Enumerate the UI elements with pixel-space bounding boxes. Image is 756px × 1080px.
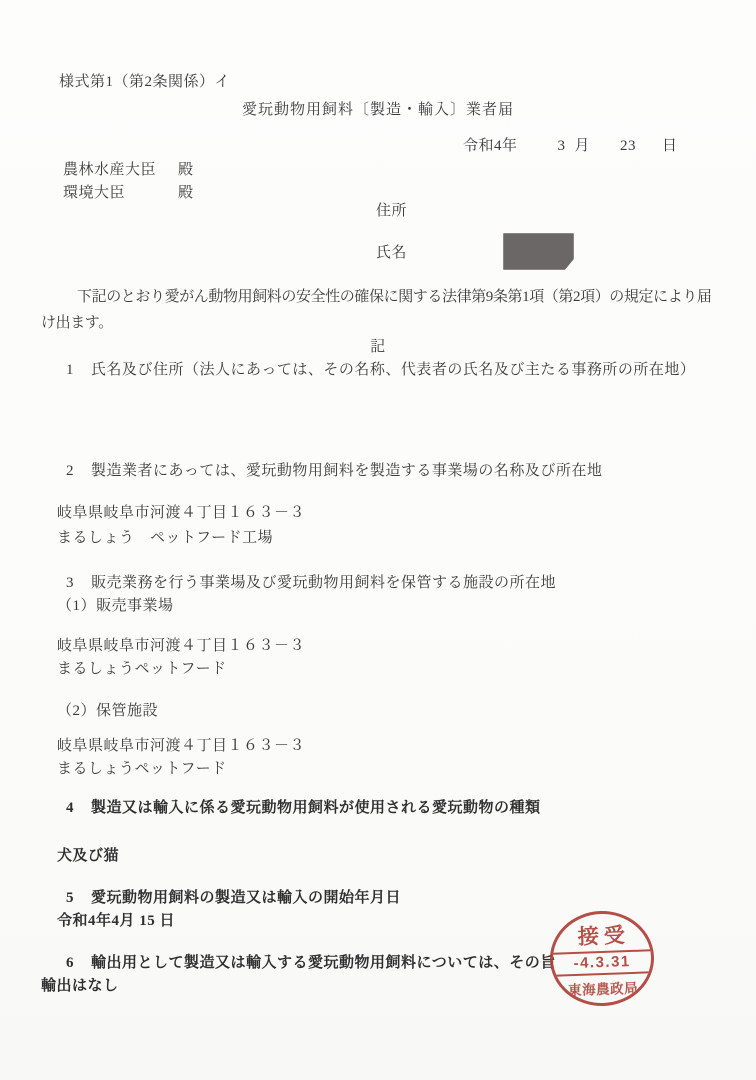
addressee-minister-agriculture	[63, 161, 194, 179]
item-number: 6	[66, 955, 74, 971]
item-3-sub1-address: 岐阜県岐阜市河渡４丁目１６３－３	[57, 638, 306, 654]
document-title: 愛玩動物用飼料〔製造・輸入〕業者届	[241, 102, 514, 118]
item-1-heading	[66, 361, 695, 379]
item-3-sub2-address: 岐阜県岐阜市河渡４丁目１６３－３	[57, 738, 306, 754]
form-code: 様式第1（第2条関係）イ	[59, 74, 231, 90]
item-heading-text: 販売業務を行う事業場及び愛玩動物用飼料を保管する施設の所在地	[91, 575, 557, 591]
month-value: 3	[557, 138, 566, 154]
name-label: 氏名	[376, 245, 408, 261]
item-4-heading	[66, 799, 541, 817]
item-heading-text: 氏名及び住所（法人にあっては、その名称、代表者の氏名及び主たる事務所の所在地）	[91, 362, 696, 378]
item-heading-text: 輸出用として製造又は輸入する愛玩動物用飼料については、その旨	[91, 955, 556, 971]
addressee-minister-environment	[63, 184, 194, 202]
stamp-office-name: 東海農政局	[567, 980, 639, 998]
item-number: 1	[66, 362, 74, 378]
item-3-sub2-name: まるしょうペットフード	[57, 761, 227, 777]
item-4-value: 犬及び猫	[57, 848, 120, 864]
item-heading-text: 愛玩動物用飼料の製造又は輸入の開始年月日	[91, 890, 402, 906]
submission-date-line	[463, 137, 678, 155]
record-marker: 記	[370, 339, 386, 355]
item-number: 5	[66, 890, 74, 906]
day-value: 23	[620, 138, 637, 154]
item-6-value: 輸出はなし	[41, 978, 119, 994]
item-heading-text: 製造又は輸入に係る愛玩動物用飼料が使用される愛玩動物の種類	[91, 800, 541, 816]
reception-stamp	[548, 909, 655, 1008]
intro-paragraph-line2: け出ます。	[41, 315, 113, 331]
item-5-value: 令和4年4月 15 日	[57, 913, 176, 929]
item-2-address: 岐阜県岐阜市河渡４丁目１６３－３	[57, 505, 306, 521]
address-label: 住所	[376, 203, 408, 219]
item-number: 2	[66, 463, 74, 479]
stamp-date: -4.3.31	[553, 949, 652, 976]
addressee-name: 農林水産大臣	[63, 162, 157, 178]
item-number: 3	[66, 575, 74, 591]
addressee-name: 環境大臣	[63, 185, 126, 201]
item-6-heading	[66, 954, 556, 972]
item-2-heading	[66, 462, 602, 480]
honorific: 殿	[178, 162, 194, 178]
item-number: 4	[66, 800, 74, 816]
item-2-business-name: まるしょう ペットフード工場	[57, 530, 274, 546]
era-year: 令和4年	[463, 138, 518, 154]
item-5-heading	[66, 889, 401, 907]
item-3-heading	[66, 574, 556, 592]
day-label: 日	[662, 138, 678, 154]
honorific: 殿	[178, 185, 194, 201]
stamp-reception-label: 接受	[577, 922, 631, 949]
month-label: 月	[574, 138, 591, 154]
item-3-sub1-label: （1）販売事業場	[57, 598, 174, 614]
intro-paragraph-line1: 下記のとおり愛がん動物用飼料の安全性の確保に関する法律第9条第1項（第2項）の規定により届	[77, 289, 712, 305]
item-heading-text: 製造業者にあっては、愛玩動物用飼料を製造する事業場の名称及び所在地	[91, 463, 603, 479]
redacted-name-box	[503, 233, 574, 270]
item-3-sub2-label: （2）保管施設	[57, 703, 159, 719]
item-3-sub1-name: まるしょうペットフード	[57, 661, 227, 677]
